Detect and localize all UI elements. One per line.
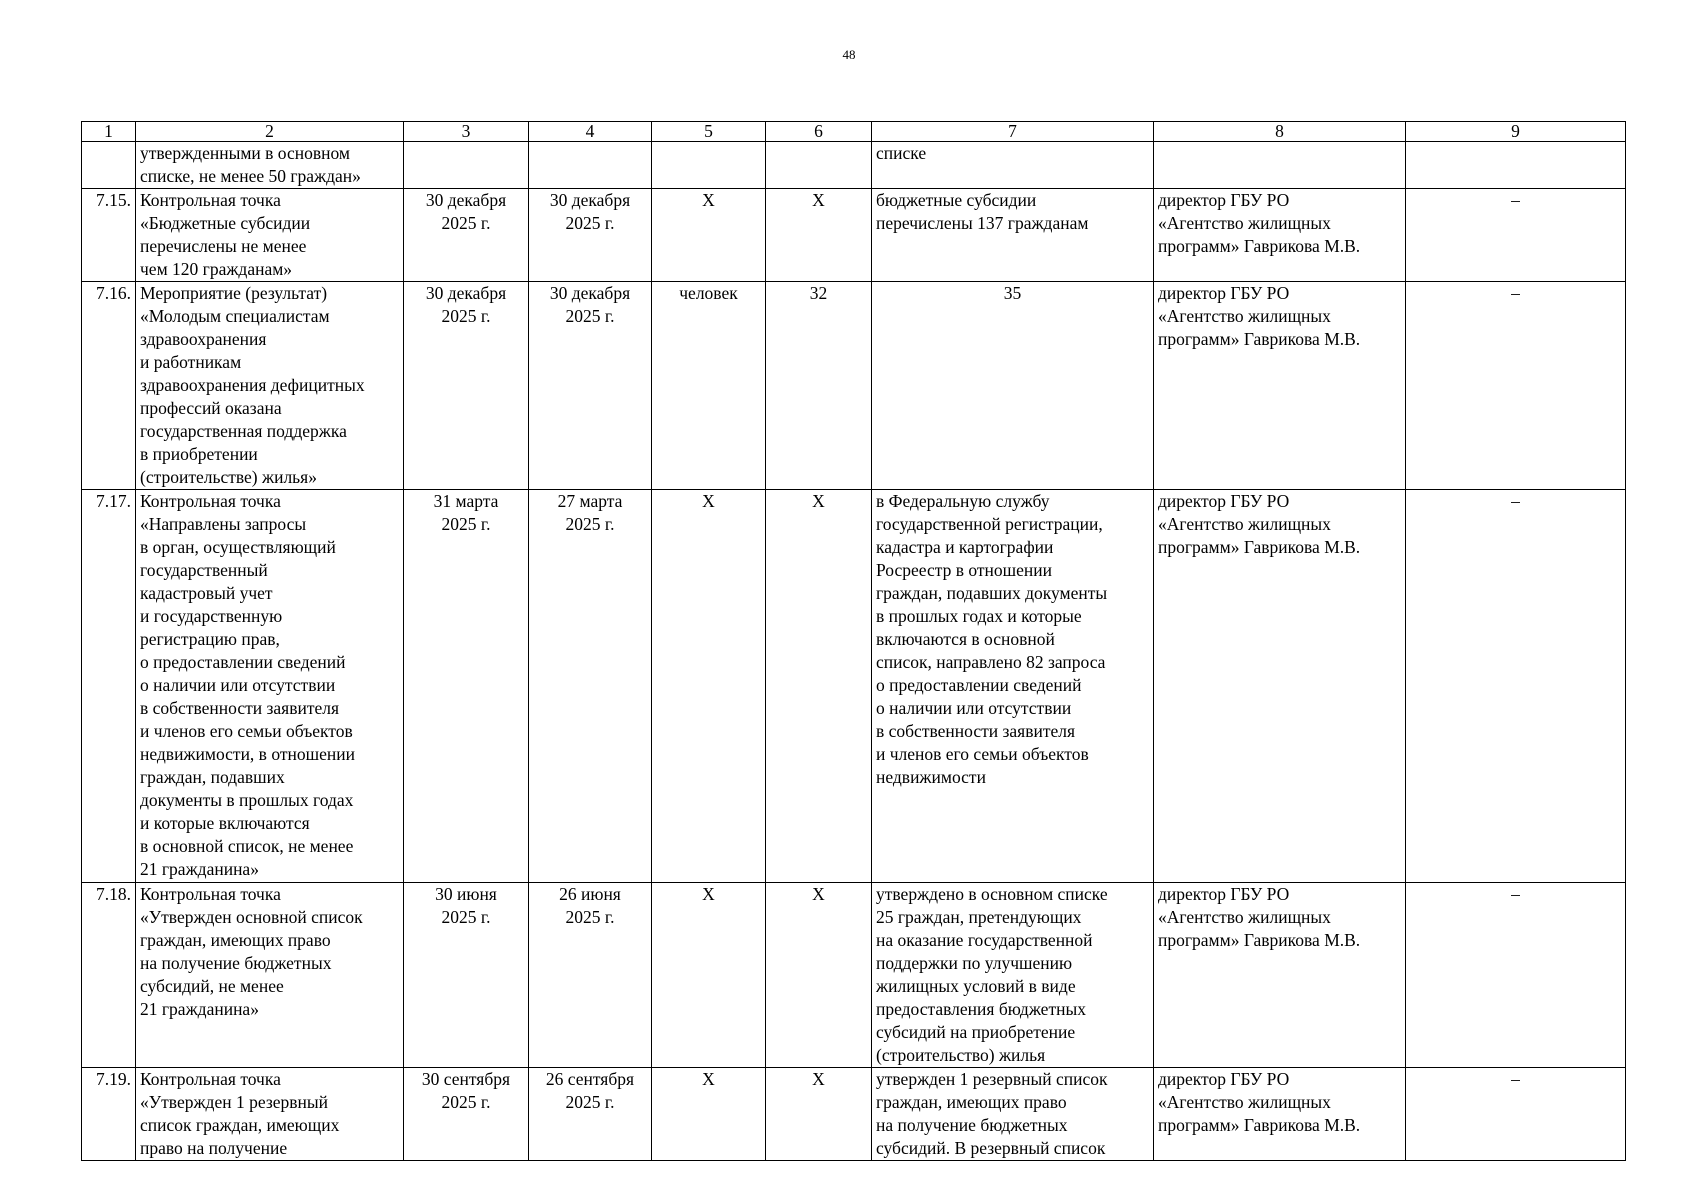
note-cell: –: [1406, 282, 1626, 490]
event-name-cell: Мероприятие (результат) «Молодым специалистам здравоохранения и работникам здравоохранения дефицитных профессий оказана государственная поддержка в приобретении (строительстве) жилья»: [136, 282, 404, 490]
table-row: [82, 490, 1626, 883]
column-header: 5: [652, 122, 766, 142]
plan-date-cell: 30 декабря 2025 г.: [404, 189, 529, 282]
responsible-cell: директор ГБУ РО «Агентство жилищных программ» Гаврикова М.В.: [1154, 282, 1406, 490]
fact-date-cell: 30 декабря 2025 г.: [529, 282, 652, 490]
note-cell: –: [1406, 490, 1626, 883]
result-cell: списке: [872, 142, 1154, 189]
column-header: 3: [404, 122, 529, 142]
result-cell: утверждено в основном списке 25 граждан, претендующих на оказание государственной поддержки по улучшению жилищных условий в виде предоставления бюджетных субсидий на приобретение (строительство) жилья: [872, 883, 1154, 1068]
plan-date-cell: 30 сентября 2025 г.: [404, 1068, 529, 1161]
fact-date-cell: 26 июня 2025 г.: [529, 883, 652, 1068]
result-cell: бюджетные субсидии перечислены 137 гражданам: [872, 189, 1154, 282]
responsible-cell: директор ГБУ РО «Агентство жилищных программ» Гаврикова М.В.: [1154, 1068, 1406, 1161]
result-cell: в Федеральную службу государственной регистрации, кадастра и картографии Росреестр в отношении граждан, подавших документы в прошлых годах и которые включаются в основной список, направлено 82 запроса о предоставлении сведений о наличии или отсутствии в собственности заявителя и членов его семьи объектов недвижимости: [872, 490, 1154, 883]
header-row: [82, 122, 1626, 142]
row-number-cell: [82, 142, 136, 189]
unit-cell: X: [652, 490, 766, 883]
plan-date-cell: 30 декабря 2025 г.: [404, 282, 529, 490]
row-number-cell: 7.18.: [82, 883, 136, 1068]
fact-date-cell: 27 марта 2025 г.: [529, 490, 652, 883]
event-name-cell: Контрольная точка «Утвержден 1 резервный список граждан, имеющих право на получение: [136, 1068, 404, 1161]
plan-value-cell: X: [766, 189, 872, 282]
plan-value-cell: 32: [766, 282, 872, 490]
plan-value-cell: X: [766, 1068, 872, 1161]
fact-date-cell: 30 декабря 2025 г.: [529, 189, 652, 282]
fact-date-cell: 26 сентября 2025 г.: [529, 1068, 652, 1161]
unit-cell: X: [652, 1068, 766, 1161]
row-number-cell: 7.16.: [82, 282, 136, 490]
responsible-cell: директор ГБУ РО «Агентство жилищных программ» Гаврикова М.В.: [1154, 189, 1406, 282]
plan-value-cell: X: [766, 490, 872, 883]
responsible-cell: директор ГБУ РО «Агентство жилищных программ» Гаврикова М.В.: [1154, 490, 1406, 883]
column-header: 1: [82, 122, 136, 142]
event-name-cell: Контрольная точка «Утвержден основной список граждан, имеющих право на получение бюджетных субсидий, не менее 21 гражданина»: [136, 883, 404, 1068]
plan-value-cell: X: [766, 883, 872, 1068]
column-header: 6: [766, 122, 872, 142]
event-name-cell: утвержденными в основном списке, не менее 50 граждан»: [136, 142, 404, 189]
note-cell: –: [1406, 1068, 1626, 1161]
unit-cell: человек: [652, 282, 766, 490]
plan-date-cell: 31 марта 2025 г.: [404, 490, 529, 883]
result-cell: утвержден 1 резервный список граждан, имеющих право на получение бюджетных субсидий. В резервный список: [872, 1068, 1154, 1161]
column-header: 2: [136, 122, 404, 142]
note-cell: –: [1406, 883, 1626, 1068]
unit-cell: X: [652, 189, 766, 282]
event-name-cell: Контрольная точка «Направлены запросы в орган, осуществляющий государственный кадастровый учет и государственную регистрацию прав, о предоставлении сведений о наличии или отсутствии в собственности заявителя и членов его семьи объектов недвижимости, в отношении граждан, подавших документы в прошлых годах и которые включаются в основной список, не менее 21 гражданина»: [136, 490, 404, 883]
row-number-cell: 7.15.: [82, 189, 136, 282]
report-table: [81, 121, 1626, 1161]
responsible-cell: директор ГБУ РО «Агентство жилищных программ» Гаврикова М.В.: [1154, 883, 1406, 1068]
column-header: 8: [1154, 122, 1406, 142]
row-number-cell: 7.17.: [82, 490, 136, 883]
table-row: [82, 189, 1626, 282]
note-cell: [1406, 142, 1626, 189]
table-row: [82, 142, 1626, 189]
plan-date-cell: [404, 142, 529, 189]
column-header: 7: [872, 122, 1154, 142]
table-row: [82, 1068, 1626, 1161]
column-header: 4: [529, 122, 652, 142]
unit-cell: X: [652, 883, 766, 1068]
responsible-cell: [1154, 142, 1406, 189]
row-number-cell: 7.19.: [82, 1068, 136, 1161]
fact-date-cell: [529, 142, 652, 189]
table-row: [82, 883, 1626, 1068]
column-header: 9: [1406, 122, 1626, 142]
note-cell: –: [1406, 189, 1626, 282]
result-cell: 35: [872, 282, 1154, 490]
table-row: [82, 282, 1626, 490]
unit-cell: [652, 142, 766, 189]
plan-value-cell: [766, 142, 872, 189]
plan-date-cell: 30 июня 2025 г.: [404, 883, 529, 1068]
event-name-cell: Контрольная точка «Бюджетные субсидии перечислены не менее чем 120 гражданам»: [136, 189, 404, 282]
page-number: 48: [842, 47, 856, 62]
